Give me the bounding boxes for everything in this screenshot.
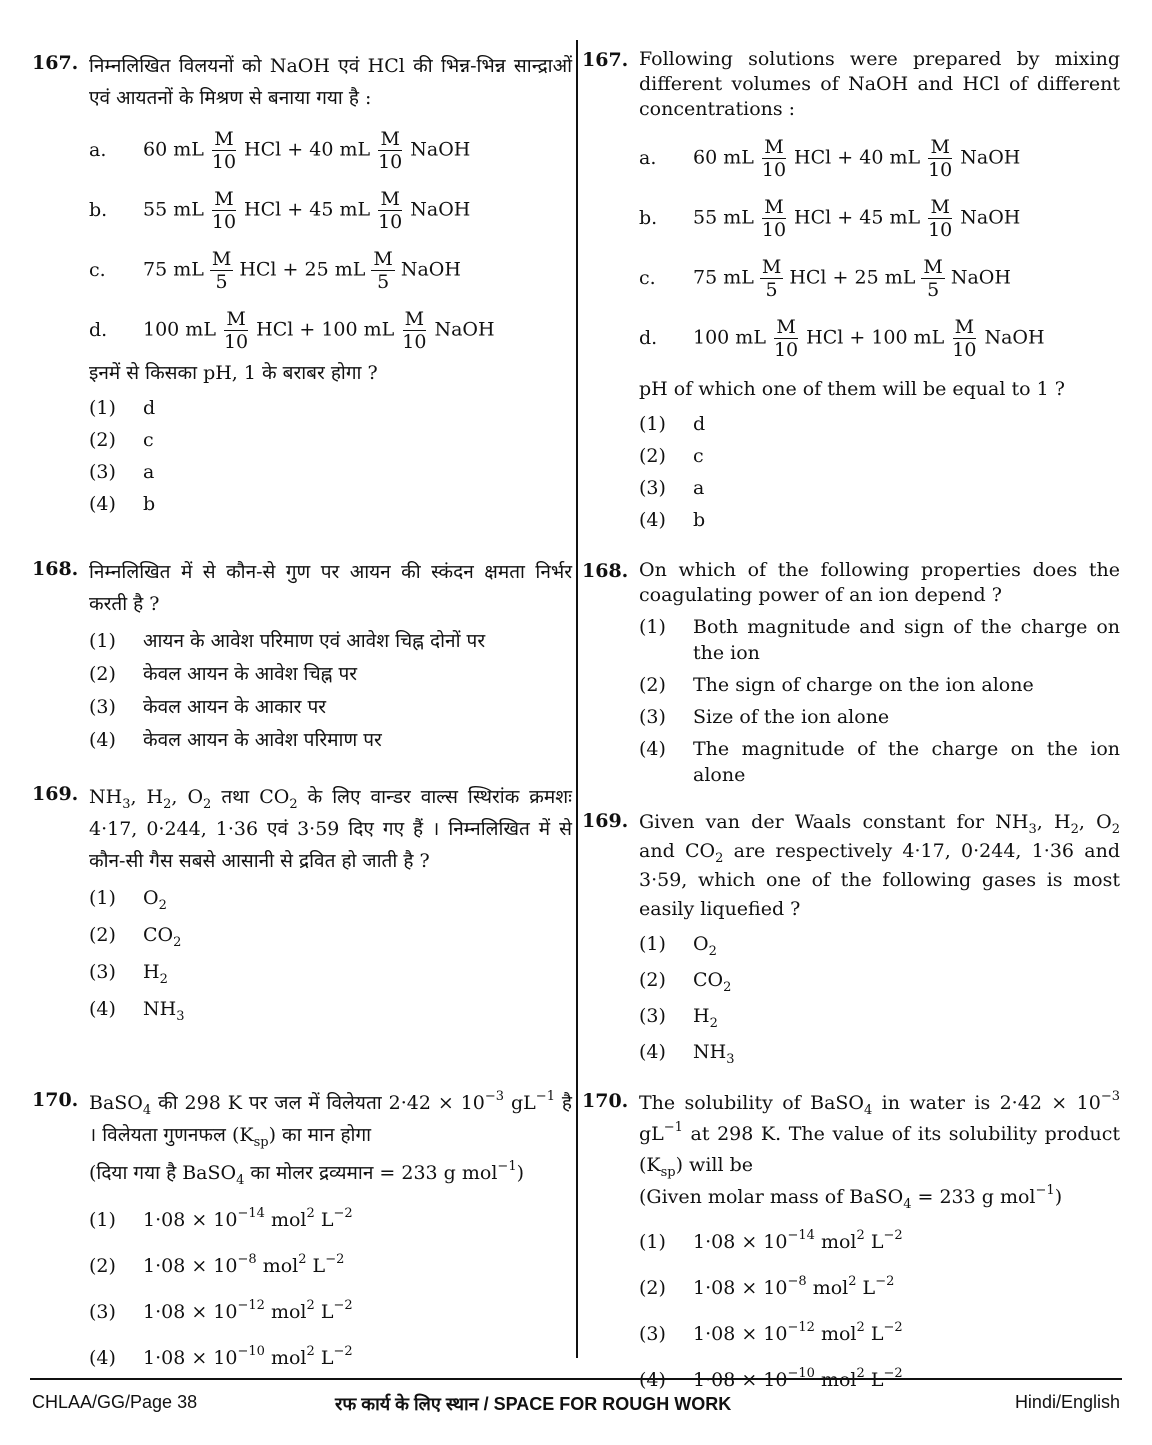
option-text: b [143,493,156,515]
option-label: (1) [89,1209,116,1231]
mixture-formula [143,128,572,173]
unit-litre: L [314,1209,334,1231]
answer-option[interactable] [89,953,572,990]
exponent: −14 [237,1206,265,1221]
mixture-label: c. [89,259,106,281]
language-label: Hindi/English [1014,1392,1120,1412]
concentration-fraction [760,136,788,181]
question-text: The solubility of BaSO$_4$ in water is $2\cdot 42 \times 10^{-3}$ $gL^{-1}$ at 298 K. The value of its solubility product $(K_{sp})$ will be [639,1089,1120,1180]
option-label: (3) [89,461,116,483]
option-label: (4) [639,738,666,760]
unit-mol-exponent: 2 [306,1298,315,1313]
formula-base: H [143,960,160,983]
formula-base: O [143,886,159,909]
fraction-denominator: 10 [761,218,787,241]
answer-options [639,1219,1120,1403]
unit-litre: L [314,1301,334,1323]
answer-option[interactable] [89,488,572,520]
formula-subscript: 2 [723,980,732,995]
option-value [693,1229,1120,1255]
fraction-denominator: 5 [927,278,940,301]
concentration-fraction [760,256,783,301]
option-label: (4) [639,509,666,531]
answer-option[interactable] [639,736,1120,788]
fraction-denominator: 10 [211,210,237,233]
exponent: −10 [787,1366,815,1381]
unit-mol: mol [814,1369,857,1391]
exponent: −14 [787,1228,815,1243]
formula-subscript: 3 [176,1008,185,1024]
exponent: −10 [237,1344,265,1359]
volume-1: 100 mL [693,326,766,348]
fraction-denominator: 10 [761,158,787,181]
formula-base: O [693,933,709,955]
mixture-formula [693,256,1120,301]
question-number: 168. [32,558,79,580]
mixture-item [89,120,572,180]
concentration-fraction [760,196,788,241]
mixture-label: d. [639,327,658,349]
answer-option[interactable] [639,998,1120,1034]
concentration-fraction [772,316,800,361]
mixture-label: a. [89,139,107,161]
answer-option[interactable] [639,672,1120,698]
fraction-denominator: 10 [378,210,403,233]
question-text: निम्नलिखित में से कौन-से गुण पर आयन की स्कंदन क्षमता निर्भर करती है ? [89,561,572,615]
fraction-denominator: 10 [211,150,237,173]
answer-option[interactable] [89,690,572,723]
option-label: (2) [639,969,666,991]
answer-option[interactable] [639,504,1120,536]
rough-work-label: रफ कार्य के लिए स्थान / SPACE FOR ROUGH WORK [335,1394,732,1414]
fraction-denominator: 10 [378,150,403,173]
fraction-numerator: M [930,135,950,158]
mixture-middle: HCl + 40 mL [244,138,371,160]
option-text: b [693,509,706,531]
question-167-hindi [32,50,572,530]
mixture-formula [693,316,1120,361]
mixture-base: NaOH [410,138,471,160]
option-label: (3) [639,706,666,728]
concentration-fraction [926,196,954,241]
hindi-column [32,40,572,1381]
mixture-formula [143,248,572,293]
option-label: (3) [89,695,116,718]
unit-litre: L [856,1277,876,1299]
volume-1: 60 mL [143,138,204,160]
mixture-base: NaOH [400,258,461,280]
answer-option[interactable] [639,1034,1120,1070]
mantissa: 1·08 × 10 [693,1231,788,1253]
mixture-base: NaOH [960,146,1021,168]
option-label: (2) [89,1255,116,1277]
exponent: −12 [787,1320,815,1335]
mixture-item [639,128,1120,188]
option-text: Both magnitude and sign of the charge on the ion [693,616,1120,664]
formula-base: NH [143,997,177,1020]
question-prompt: pH of which one of them will be equal to 1 ? [639,378,1065,400]
option-label: (3) [639,1323,666,1345]
answer-option[interactable] [89,916,572,953]
unit-mol-exponent: 2 [856,1320,865,1335]
option-text: c [143,429,154,451]
question-168-english [582,558,1120,808]
question-number: 170. [32,1089,79,1111]
option-label: (3) [89,1301,116,1323]
answer-option[interactable] [639,1265,1120,1311]
mixture-middle: HCl + 100 mL [806,326,945,348]
concentration-fraction [950,316,978,361]
volume-1: 60 mL [693,146,754,168]
mixture-middle: HCl + 25 mL [789,266,916,288]
unit-mol: mol [264,1301,307,1323]
answer-option[interactable] [639,440,1120,472]
option-formula [143,996,572,1022]
unit-litre: L [864,1323,884,1345]
mixture-label: c. [639,267,656,289]
answer-option[interactable] [89,879,572,916]
mixture-formula [693,136,1120,181]
answer-option[interactable] [639,408,1120,440]
concentration-fraction [210,188,238,233]
mixture-label: b. [89,199,108,221]
mixture-item [89,240,572,300]
fraction-numerator: M [373,247,393,270]
fraction-denominator: 5 [765,278,778,301]
unit-litre-exponent: −2 [883,1320,903,1335]
option-label: (4) [89,1347,116,1369]
option-label: (1) [89,629,116,652]
fraction-numerator: M [954,315,975,338]
answer-options [89,1197,572,1381]
concentration-fraction [210,248,233,293]
option-label: (2) [89,429,116,451]
option-label: (1) [639,616,666,638]
concentration-fraction [926,136,954,181]
mixture-middle: HCl + 45 mL [794,206,921,228]
option-text: The magnitude of the charge on the ion alone [693,738,1120,786]
question-number: 167. [32,52,79,74]
option-label: (1) [89,397,116,419]
concentration-fraction [400,308,428,353]
fraction-denominator: 10 [402,330,427,353]
option-value [143,1299,572,1325]
concentration-fraction [376,188,404,233]
fraction-numerator: M [761,255,782,278]
volume-1: 55 mL [693,206,754,228]
option-text: केवल आयन के आकार पर [143,695,327,718]
question-text: निम्नलिखित विलयनों को NaOH एवं HCl की भिन्न-भिन्न सान्द्राओं एवं आयतनों के मिश्रण से बनाया गया है : [89,55,572,109]
option-label: (4) [89,493,116,515]
fraction-numerator: M [226,307,246,330]
option-label: (2) [89,662,116,685]
formula-subscript: 2 [173,934,182,950]
option-label: (3) [639,477,666,499]
answer-option[interactable] [89,456,572,488]
option-formula [693,1039,1120,1065]
option-text: d [143,397,156,419]
answer-option[interactable] [89,1289,572,1335]
answer-options [639,614,1120,788]
fraction-denominator: 10 [223,330,249,353]
unit-mol-exponent: 2 [856,1228,865,1243]
exponent: −8 [787,1274,807,1289]
formula-base: CO [693,969,724,991]
mixture-item [639,188,1120,248]
answer-option[interactable] [89,424,572,456]
option-text: Size of the ion alone [693,706,890,728]
question-167-english [582,47,1120,532]
mixture-item [639,308,1120,368]
question-number: 167. [582,49,629,71]
unit-mol-exponent: 2 [856,1366,865,1381]
option-label: (2) [639,445,666,467]
option-label: (4) [89,728,116,751]
fraction-numerator: M [211,247,232,270]
unit-mol-exponent: 2 [848,1274,857,1289]
unit-mol-exponent: 2 [306,1344,315,1359]
option-text: केवल आयन के आवेश चिह्न पर [143,662,358,685]
question-170-english [582,1088,1120,1403]
mixture-formula [143,188,572,233]
concentration-fraction [210,128,238,173]
concentration-fraction [921,256,944,301]
given-data: (दिया गया है BaSO$_4$ का मोलर द्रव्यमान = 233 g mol$^{-1}$) [89,1159,525,1188]
unit-mol: mol [814,1323,857,1345]
answer-options [89,624,572,756]
fraction-numerator: M [214,187,234,210]
fraction-numerator: M [214,127,234,150]
answer-option[interactable] [89,1197,572,1243]
mixture-item [639,248,1120,308]
unit-litre-exponent: −2 [333,1206,353,1221]
mantissa: 1·08 × 10 [143,1301,238,1323]
mixture-middle: HCl + 100 mL [256,318,395,340]
question-number: 169. [32,783,79,805]
answer-option[interactable] [89,657,572,690]
option-text: d [693,413,706,435]
unit-mol: mol [814,1231,857,1253]
volume-1: 100 mL [143,318,216,340]
exponent: −8 [237,1252,257,1267]
answer-option[interactable] [89,990,572,1027]
answer-option[interactable] [89,1335,572,1381]
option-value [143,1253,572,1279]
answer-option[interactable] [639,1311,1120,1357]
option-formula [143,922,572,948]
unit-litre-exponent: −2 [333,1344,353,1359]
option-formula [143,885,572,911]
unit-litre-exponent: −2 [875,1274,895,1289]
formula-subscript: 2 [708,944,717,959]
formula-subscript: 2 [709,1016,718,1031]
unit-mol: mol [806,1277,849,1299]
option-text: केवल आयन के आवेश परिमाण पर [143,728,382,751]
option-label: (2) [639,674,666,696]
question-text: Following solutions were prepared by mixing different volumes of NaOH and HCl of different concentrations : [639,48,1120,120]
answer-option[interactable] [639,704,1120,730]
unit-litre-exponent: −2 [883,1228,903,1243]
concentration-fraction [376,128,404,173]
volume-1: 55 mL [143,198,204,220]
mantissa: 1·08 × 10 [143,1347,238,1369]
volume-1: 75 mL [693,266,754,288]
option-label: (2) [89,923,116,946]
option-label: (4) [89,997,116,1020]
mixture-base: NaOH [950,266,1011,288]
unit-litre: L [314,1347,334,1369]
option-label: (3) [89,960,116,983]
question-170-hindi [32,1087,572,1381]
question-168-hindi [32,556,572,771]
option-label: (1) [639,933,666,955]
option-label: (3) [639,1005,666,1027]
option-label: (4) [639,1369,666,1391]
unit-mol: mol [264,1347,307,1369]
mixture-label: b. [639,207,658,229]
fraction-denominator: 5 [377,270,390,293]
option-label: (1) [639,413,666,435]
fraction-denominator: 5 [215,270,228,293]
volume-1: 75 mL [143,258,204,280]
unit-litre: L [864,1369,884,1391]
answer-option[interactable] [89,723,572,756]
option-value [143,1207,572,1233]
mixture-base: NaOH [434,318,495,340]
question-text: BaSO$_4$ की 298 K पर जल में विलेयता $2\cdot 42 \times 10^{-3}$ $gL^{-1}$ है । विलेयता गुणनफल $(K_{sp})$ का मान होगा [89,1089,572,1150]
english-column [582,40,1120,1403]
option-value [693,1321,1120,1347]
unit-mol: mol [256,1255,299,1277]
answer-options [639,408,1120,536]
option-value [143,1345,572,1371]
fraction-denominator: 10 [773,338,799,361]
option-text: a [693,477,705,499]
mixture-middle: HCl + 45 mL [244,198,371,220]
answer-option[interactable] [89,1243,572,1289]
option-label: (2) [639,1277,666,1299]
mixture-list [89,120,572,360]
mixture-formula [143,308,572,353]
fraction-numerator: M [776,315,796,338]
option-text: आयन के आवेश परिमाण एवं आवेश चिह्न दोनों पर [143,629,486,652]
question-text: Given van der Waals constant for $NH_3$, $H_2$, $O_2$ and $CO_2$ are respectively 4·17, 0·244, 1·36 and 3·59, which one of the following gases is most easily liquefied ? [639,811,1121,920]
fraction-denominator: 10 [928,218,953,241]
answer-option[interactable] [639,926,1120,962]
formula-subscript: 2 [158,897,167,913]
question-169-hindi [32,781,572,1081]
mantissa: 1·08 × 10 [693,1323,788,1345]
answer-option[interactable] [89,392,572,424]
concentration-fraction [222,308,250,353]
answer-option[interactable] [639,962,1120,998]
fraction-numerator: M [404,307,425,330]
fraction-numerator: M [380,127,400,150]
concentration-fraction [371,248,394,293]
mixture-item [89,300,572,360]
question-number: 168. [582,560,629,582]
option-label: (1) [639,1231,666,1253]
mixture-base: NaOH [410,198,471,220]
formula-subscript: 2 [159,971,168,987]
option-text: a [143,461,155,483]
option-text: c [693,445,704,467]
fraction-numerator: M [930,195,950,218]
option-formula [143,959,572,985]
mixture-middle: HCl + 25 mL [239,258,366,280]
option-value [693,1367,1120,1393]
option-text: The sign of charge on the ion alone [693,674,1034,696]
answer-option[interactable] [639,614,1120,666]
question-169-english [582,808,1120,1078]
option-label: (1) [89,886,116,909]
page-code: CHLAA/GG/Page 38 [32,1392,198,1412]
fraction-numerator: M [764,195,784,218]
column-divider [576,40,578,1358]
question-number: 169. [582,810,629,832]
formula-base: H [693,1005,710,1027]
mixture-list [639,128,1120,368]
given-data: (Given molar mass of BaSO$_4$ = 233 g mol$^{-1}$) [639,1183,1063,1212]
unit-litre: L [306,1255,326,1277]
mixture-label: a. [639,147,657,169]
mixture-formula [693,196,1120,241]
option-formula [693,931,1120,957]
fraction-numerator: M [380,187,400,210]
mantissa: 1·08 × 10 [143,1209,238,1231]
unit-mol-exponent: 2 [306,1206,315,1221]
formula-base: CO [143,923,174,946]
option-formula [693,1003,1120,1029]
fraction-denominator: 10 [928,158,953,181]
answer-options [639,926,1120,1070]
mixture-label: d. [89,319,108,341]
question-text: On which of the following properties does the coagulating power of an ion depend ? [639,559,1120,606]
fraction-numerator: M [923,255,943,278]
option-value [693,1275,1120,1301]
question-number: 170. [582,1090,629,1112]
unit-litre-exponent: −2 [325,1252,345,1267]
answer-option[interactable] [639,1219,1120,1265]
mixture-middle: HCl + 40 mL [794,146,921,168]
option-formula [693,967,1120,993]
question-prompt: इनमें से किसका pH, 1 के बराबर होगा ? [89,362,378,384]
mantissa: 1·08 × 10 [693,1369,788,1391]
question-text: $NH_3$, $H_2$, $O_2$ तथा $CO_2$ के लिए वान्डर वाल्स स्थिरांक क्रमशः 4·17, 0·244, 1·36 एवं 3·59 दिए गए हैं । निम्नलिखित में से कौन-सी गैस सबसे आसानी से द्रवित हो जाती है ? [89,786,573,872]
unit-mol: mol [264,1209,307,1231]
mixture-item [89,180,572,240]
answer-options [89,879,572,1027]
mantissa: 1·08 × 10 [143,1255,238,1277]
unit-litre: L [864,1231,884,1253]
option-label: (4) [639,1041,666,1063]
answer-option[interactable] [89,624,572,657]
mixture-base: NaOH [960,206,1021,228]
exponent: −12 [237,1298,265,1313]
formula-base: NH [693,1041,727,1063]
fraction-numerator: M [764,135,784,158]
answer-options [89,392,572,520]
unit-litre-exponent: −2 [333,1298,353,1313]
fraction-denominator: 10 [952,338,977,361]
mixture-base: NaOH [984,326,1045,348]
unit-mol-exponent: 2 [298,1252,307,1267]
formula-subscript: 3 [726,1052,735,1067]
unit-litre-exponent: −2 [883,1366,903,1381]
mantissa: 1·08 × 10 [693,1277,788,1299]
answer-option[interactable] [639,472,1120,504]
